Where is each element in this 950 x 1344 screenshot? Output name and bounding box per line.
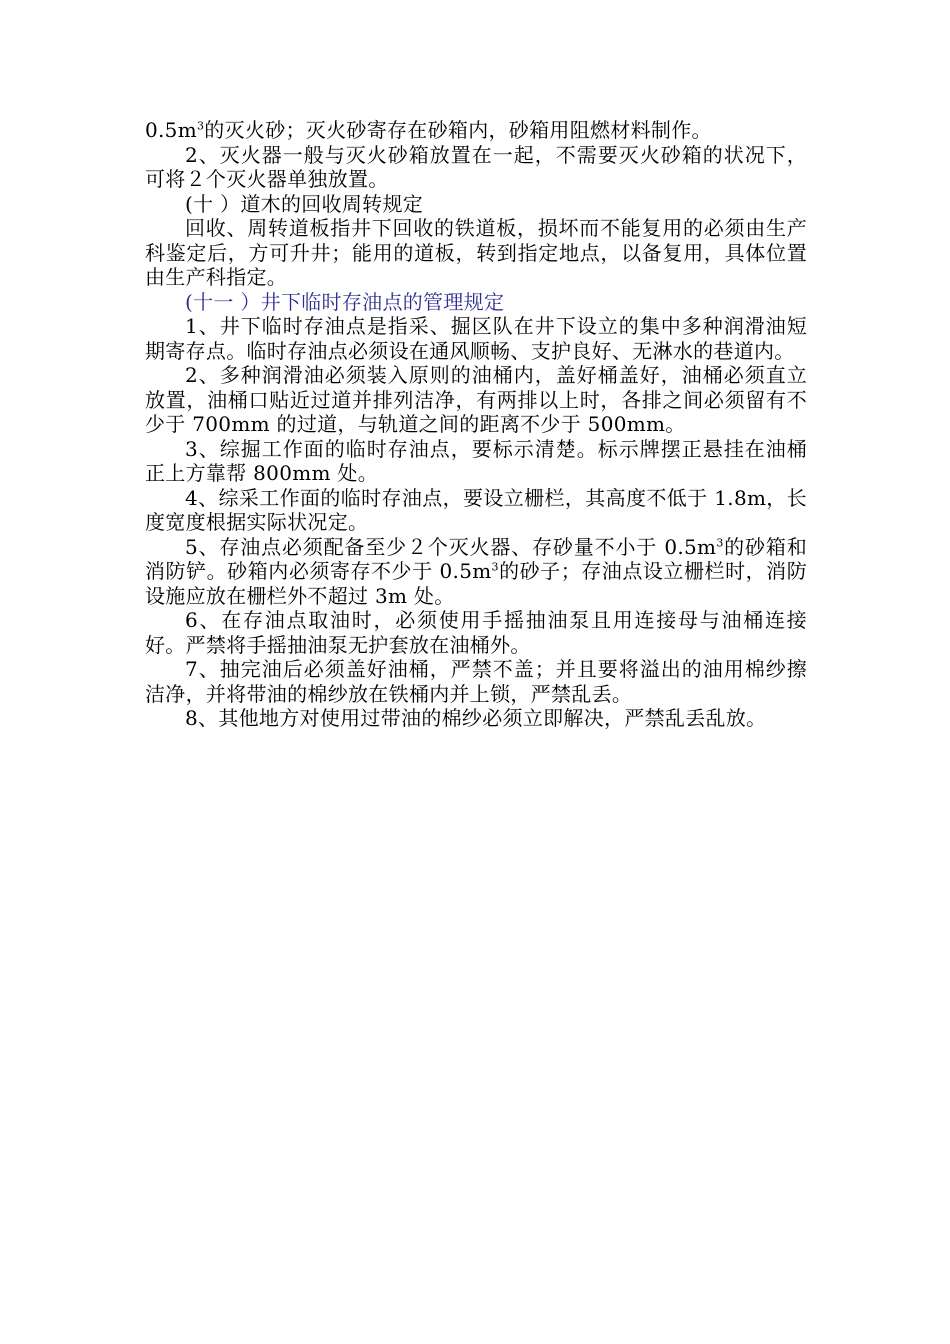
paragraph-item-7: 7、抽完油后必须盖好油桶，严禁不盖；并且要将溢出的油用棉纱擦洁净，并将带油的棉纱放在铁桶内并上锁，严禁乱丢。 xyxy=(145,657,807,706)
section-heading-sleeper: (十 ）道木的回收周转规定 xyxy=(185,191,424,216)
section-heading-oil-point: (十一 ）井下临时存油点的管理规定 xyxy=(185,289,505,314)
paragraph-fire-sand xyxy=(145,118,807,143)
paragraph-item-3: 3、综掘工作面的临时存油点，要标示清楚。标示牌摆正悬挂在油桶正上方靠帮 800mm 处。 xyxy=(145,436,807,485)
paragraph-item-5 xyxy=(145,535,807,609)
paragraph-extinguisher: 2、灭火器一般与灭火砂箱放置在一起，不需要灭火砂箱的状况下，可将２个灭火器单独放置。 xyxy=(145,142,807,191)
text-span: 的砂箱和消防铲。砂箱内必须寄存不少于 0.5m xyxy=(145,534,807,583)
document-page xyxy=(145,118,807,731)
paragraph-item-8: 8、其他地方对使用过带油的棉纱必须立即解决，严禁乱丢乱放。 xyxy=(185,706,767,730)
paragraph-sleeper-recovery: 回收、周转道板指井下回收的铁道板，损坏而不能复用的必须由生产科鉴定后，方可升井；能用的道板，转到指定地点，以备复用，具体位置由生产科指定。 xyxy=(145,216,807,289)
text-span: 的灭火砂；灭火砂寄存在砂箱内，砂箱用阻燃材料制作。 xyxy=(204,118,712,142)
paragraph-item-4: 4、综采工作面的临时存油点，要设立栅栏，其高度不低于 1.8m，长度宽度根据实际状况定。 xyxy=(145,485,807,534)
text-span: 5、存油点必须配备至少２个灭火器、存砂量不小于 0.5m xyxy=(185,534,717,559)
paragraph-item-2: 2、多种润滑油必须装入原则的油桶内，盖好桶盖好，油桶必须直立放置，油桶口贴近过道并排列洁净，有两排以上时，各排之间必须留有不少于 700mm 的过道，与轨道之间的距离不少于 500mm。 xyxy=(145,363,807,436)
text-span: 0.5m xyxy=(145,118,197,142)
superscript: 3 xyxy=(491,560,499,574)
superscript: 3 xyxy=(196,119,205,133)
text-span: 的砂子；存油点设立栅栏时，消防设施应放在栅栏外不超过 3m 处。 xyxy=(145,559,807,608)
paragraph-item-1: 1、井下临时存油点是指采、掘区队在井下设立的集中多种润滑油短期寄存点。临时存油点必须设在通风顺畅、支护良好、无淋水的巷道内。 xyxy=(145,314,807,363)
superscript: 3 xyxy=(716,535,724,549)
paragraph-item-6: 6、在存油点取油时，必须使用手摇抽油泵且用连接母与油桶连接好。严禁将手摇抽油泵无护套放在油桶外。 xyxy=(145,608,807,657)
